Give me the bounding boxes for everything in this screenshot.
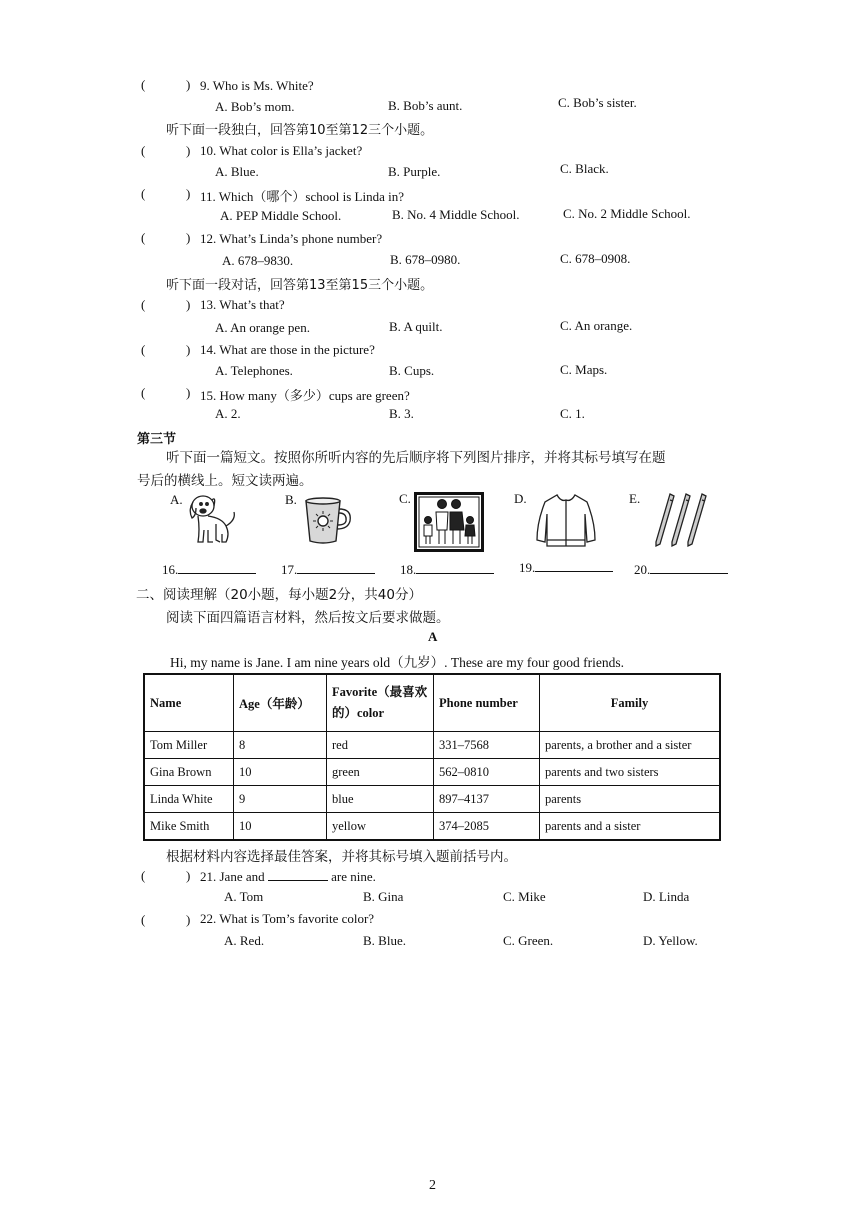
answer-paren-close: ) [186, 230, 191, 245]
answer-paren-open: ( [141, 297, 146, 312]
q22-option-c: C. Green. [503, 933, 554, 948]
q11-option-b: B. No. 4 Middle School. [392, 207, 520, 222]
friends-table [143, 673, 721, 841]
cell-phone: 331–7568 [434, 732, 540, 759]
cell-name: Linda White [144, 786, 234, 813]
cell-name: Gina Brown [144, 759, 234, 786]
answer-paren-open: ( [141, 186, 146, 201]
answer-paren-close: ) [186, 868, 191, 883]
passage-intro: Hi, my name is Jane. I am nine years old（九岁）. These are my four good friends. [170, 655, 625, 670]
blank-16[interactable]: 16. [162, 561, 256, 578]
cell-name: Mike Smith [144, 813, 234, 841]
blank-19[interactable]: 19. [519, 559, 613, 576]
cell-phone: 374–2085 [434, 813, 540, 841]
question-15: 15. How many（多少）cups are green? [200, 388, 410, 403]
passage-label: A [428, 629, 438, 644]
pens-icon [648, 490, 710, 552]
q13-option-b: B. A quilt. [389, 319, 443, 334]
cell-phone: 562–0810 [434, 759, 540, 786]
header-name: Name [144, 674, 234, 732]
cell-phone: 897–4137 [434, 786, 540, 813]
family-photo-icon [414, 492, 484, 552]
question-9: 9. Who is Ms. White? [200, 78, 314, 93]
q11-option-a: A. PEP Middle School. [220, 208, 342, 223]
header-phone: Phone number [434, 674, 540, 732]
page-number: 2 [429, 1178, 436, 1193]
q21-option-d: D. Linda [643, 889, 690, 904]
cell-family: parents, a brother and a sister [540, 732, 721, 759]
picture-label-d: D. [514, 491, 527, 506]
blank-17[interactable]: 17. [281, 561, 375, 578]
question-11: 11. Which（哪个）school is Linda in? [200, 189, 405, 204]
section-3-title: 第三节 [137, 432, 177, 447]
answer-paren-close: ) [186, 342, 191, 357]
answer-paren-close: ) [186, 143, 191, 158]
q12-option-b: B. 678–0980. [390, 252, 461, 267]
dog-icon [186, 490, 242, 550]
q15-option-c: C. 1. [560, 406, 585, 421]
q13-option-a: A. An orange pen. [215, 320, 310, 335]
answer-paren-open: ( [141, 143, 146, 158]
picture-label-b: B. [285, 492, 297, 507]
q22-option-a: A. Red. [224, 933, 265, 948]
question-12: 12. What’s Linda’s phone number? [200, 231, 383, 246]
q13-option-c: C. An orange. [560, 318, 633, 333]
header-family: Family [540, 674, 721, 732]
cell-age: 10 [234, 759, 327, 786]
jacket-icon [535, 492, 597, 550]
answer-paren-open: ( [141, 912, 146, 927]
q9-option-b: B. Bob’s aunt. [388, 98, 463, 113]
q21-option-b: B. Gina [363, 889, 404, 904]
q21-option-a: A. Tom [224, 889, 264, 904]
answer-paren-open: ( [141, 342, 146, 357]
cell-name: Tom Miller [144, 732, 234, 759]
table-row [144, 786, 720, 813]
table-header-row [144, 674, 720, 732]
answer-paren-open: ( [141, 868, 146, 883]
reading-instruction: 阅读下面四篇语言材料，然后按文后要求做题。 [166, 610, 450, 626]
answer-paren-close: ) [186, 385, 191, 400]
question-13: 13. What’s that? [200, 297, 285, 312]
picture-label-c: C. [399, 491, 411, 506]
answer-paren-close: ) [186, 297, 191, 312]
blank-18[interactable]: 18. [400, 561, 494, 578]
cell-age: 8 [234, 732, 327, 759]
cell-color: green [327, 759, 434, 786]
reading-heading: 二、阅读理解（20小题，每小题2分，共40分） [136, 587, 422, 603]
question-21: 21. Jane and are nine. [200, 869, 376, 884]
instruction-q13-15: 听下面一段对话，回答第13至第15三个小题。 [166, 278, 434, 293]
q21-option-c: C. Mike [503, 889, 546, 904]
question-22: 22. What is Tom’s favorite color? [200, 911, 375, 926]
answer-paren-close: ) [186, 186, 191, 201]
header-age: Age（年龄） [234, 674, 327, 732]
q22-option-b: B. Blue. [363, 933, 406, 948]
q10-option-a: A. Blue. [215, 164, 259, 179]
q22-option-d: D. Yellow. [643, 933, 698, 948]
q10-option-c: C. Black. [560, 161, 609, 176]
q14-option-a: A. Telephones. [215, 363, 293, 378]
q12-option-c: C. 678–0908. [560, 251, 631, 266]
table-row [144, 732, 720, 759]
cup-icon [302, 495, 354, 547]
q14-option-b: B. Cups. [389, 363, 435, 378]
answer-paren-open: ( [141, 230, 146, 245]
q9-option-c: C. Bob’s sister. [558, 95, 637, 110]
question-14: 14. What are those in the picture? [200, 342, 375, 357]
section-3-instruction-line2: 号后的横线上。短文读两遍。 [137, 473, 313, 489]
header-favorite-color: Favorite（最喜欢的）color [327, 674, 434, 732]
answer-paren-close: ) [186, 912, 191, 927]
blank-20[interactable]: 20. [634, 561, 728, 578]
answer-paren-open: ( [141, 385, 146, 400]
q15-option-b: B. 3. [389, 406, 414, 421]
cell-family: parents and two sisters [540, 759, 721, 786]
instruction-q10-12: 听下面一段独白，回答第10至第12三个小题。 [166, 123, 434, 138]
question-10: 10. What color is Ella’s jacket? [200, 143, 363, 158]
picture-label-a: A. [170, 492, 183, 507]
cell-family: parents and a sister [540, 813, 721, 841]
q14-option-c: C. Maps. [560, 362, 608, 377]
q21-blank[interactable] [268, 868, 328, 881]
table-row [144, 813, 720, 841]
q15-option-a: A. 2. [215, 406, 241, 421]
question-instruction: 根据材料内容选择最佳答案，并将其标号填入题前括号内。 [166, 849, 517, 865]
cell-age: 9 [234, 786, 327, 813]
cell-color: red [327, 732, 434, 759]
q11-option-c: C. No. 2 Middle School. [563, 206, 691, 221]
table-row [144, 759, 720, 786]
cell-color: blue [327, 786, 434, 813]
picture-label-e: E. [629, 491, 641, 506]
q9-option-a: A. Bob’s mom. [215, 99, 295, 114]
cell-family: parents [540, 786, 721, 813]
answer-paren-open: ( [141, 77, 146, 92]
answer-paren-close: ) [186, 77, 191, 92]
cell-color: yellow [327, 813, 434, 841]
section-3-instruction-line1: 听下面一篇短文。按照你所听内容的先后顺序将下列图片排序，并将其标号填写在题 [166, 450, 666, 466]
q10-option-b: B. Purple. [388, 164, 441, 179]
q12-option-a: A. 678–9830. [222, 253, 294, 268]
cell-age: 10 [234, 813, 327, 841]
